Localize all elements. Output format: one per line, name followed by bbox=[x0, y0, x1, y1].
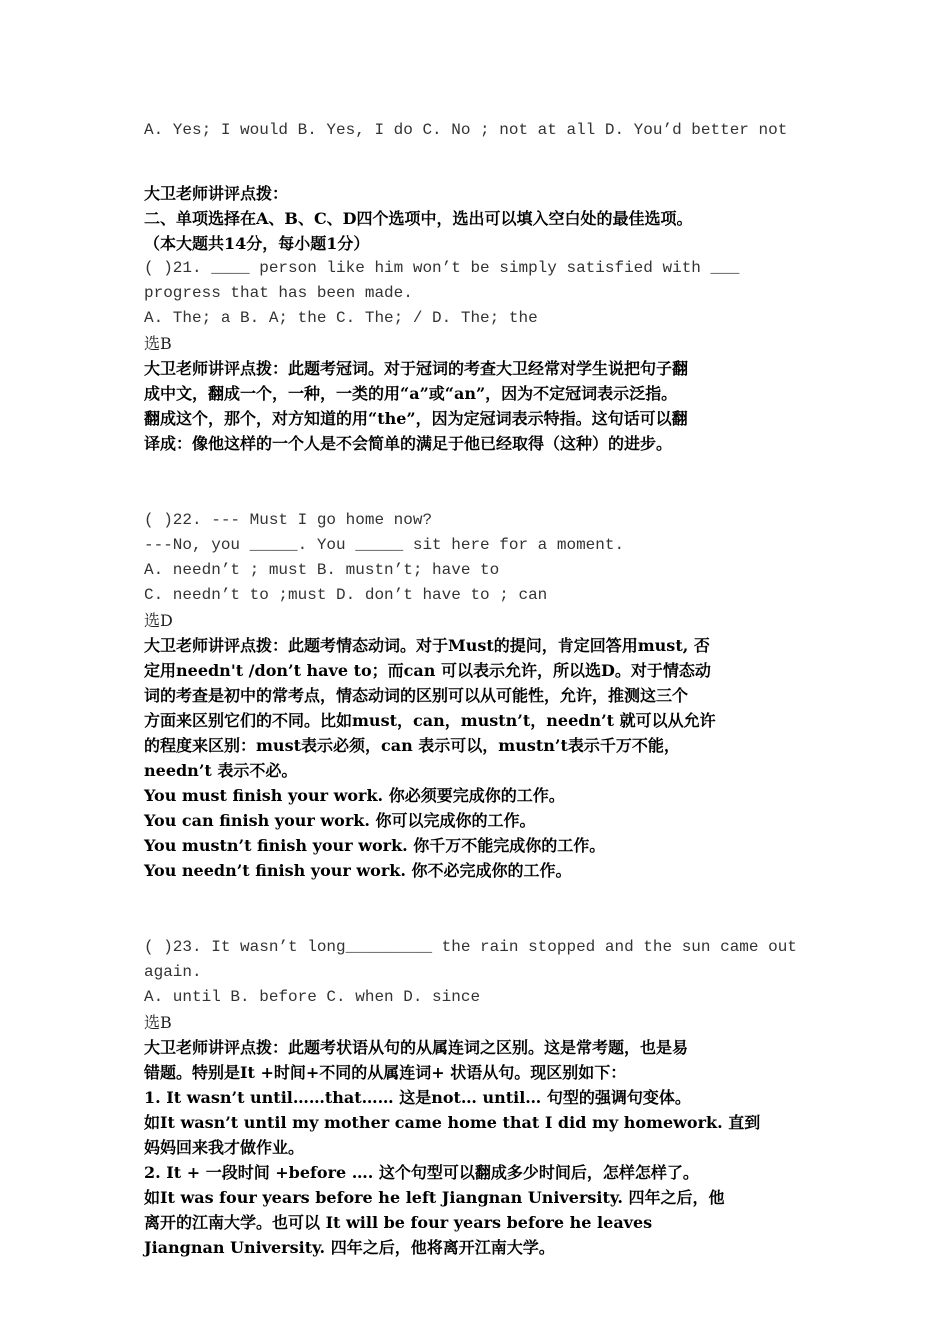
text-line: ( )21. ____ person like him won’t be simply satisfied with ___ bbox=[144, 259, 740, 277]
text-line: 如It wasn’t until my mother came home that I did my homework. 直到 bbox=[144, 1113, 761, 1132]
text-line: needn’t 表示不必。 bbox=[144, 761, 298, 780]
text-line: 大卫老师讲评点拨：此题考冠词。对于冠词的考查大卫经常对学生说把句子翻 bbox=[144, 359, 689, 378]
text-line: 的程度来区别：must表示必须，can 表示可以，mustn’t表示千万不能， bbox=[144, 736, 680, 755]
text-line: progress that has been made. bbox=[144, 284, 413, 302]
text-line: 词的考查是初中的常考点，情态动词的区别可以从可能性，允许，推测这三个 bbox=[144, 686, 689, 705]
text-line: 译成：像他这样的一个人是不会简单的满足于他已经取得（这种）的进步。 bbox=[144, 434, 673, 453]
text-line: 大卫老师讲评点拨：此题考情态动词。对于Must的提问，肯定回答用must, 否 bbox=[144, 636, 710, 655]
text-line: 如It was four years before he left Jiangnan University. 四年之后，他 bbox=[144, 1188, 725, 1207]
text-line: You needn’t finish your work. 你不必完成你的工作。 bbox=[144, 861, 572, 880]
text-line: 离开的江南大学。也可以 It will be four years before he leaves bbox=[144, 1213, 653, 1232]
text-line: A. until B. before C. when D. since bbox=[144, 988, 481, 1006]
text-line: A. needn’t ; must B. mustn’t; have to bbox=[144, 561, 500, 579]
spacer bbox=[144, 456, 814, 508]
spacer bbox=[144, 883, 814, 935]
text-line: 选B bbox=[144, 334, 172, 353]
text-line: 妈妈回来我才做作业。 bbox=[144, 1138, 305, 1157]
text-line: 大卫老师讲评点拨： bbox=[144, 184, 289, 203]
text-line: ( )22. --- Must I go home now? bbox=[144, 511, 433, 529]
text-line: 二、单项选择在A、B、C、D四个选项中，选出可以填入空白处的最佳选项。 bbox=[144, 209, 693, 228]
text-line: 2. It + 一段时间 +before …. 这个句型可以翻成多少时间后，怎样怎样了。 bbox=[144, 1163, 699, 1182]
document-page bbox=[144, 118, 814, 1260]
text-line: You must finish your work. 你必须要完成你的工作。 bbox=[144, 786, 565, 805]
text-line: Jiangnan University. 四年之后，他将离开江南大学。 bbox=[144, 1238, 555, 1257]
text-line: 方面来区别它们的不同。比如must，can，mustn’t，needn’t 就可以从允许 bbox=[144, 711, 716, 730]
text-line: 选B bbox=[144, 1013, 172, 1032]
text-line: 选D bbox=[144, 611, 173, 630]
text-line: A. The; a B. A; the C. The; / D. The; the bbox=[144, 309, 538, 327]
text-line: ( )23. It wasn’t long_________ the rain stopped and the sun came out bbox=[144, 938, 797, 956]
text-line: 定用needn't /don’t have to；而can 可以表示允许，所以选D。对于情态动 bbox=[144, 661, 711, 680]
spacer bbox=[144, 143, 814, 181]
text-line: 大卫老师讲评点拨：此题考状语从句的从属连词之区别。这是常考题，也是易 bbox=[144, 1038, 689, 1057]
text-line: C. needn’t to ;must D. don’t have to ; can bbox=[144, 586, 548, 604]
text-line: 成中文，翻成一个，一种，一类的用“a”或“an”，因为不定冠词表示泛指。 bbox=[144, 384, 678, 403]
text-line: again. bbox=[144, 963, 202, 981]
text-line: A. Yes; I would B. Yes, I do C. No ; not at all D. You’d better not bbox=[144, 121, 788, 139]
text-line: You can finish your work. 你可以完成你的工作。 bbox=[144, 811, 536, 830]
text-line: 1. It wasn’t until……that…… 这是not… until… 句型的强调句变体。 bbox=[144, 1088, 691, 1107]
text-line: 错题。特别是It +时间+不同的从属连词+ 状语从句。现区别如下： bbox=[144, 1063, 627, 1082]
text-line: ---No, you _____. You _____ sit here for a moment. bbox=[144, 536, 625, 554]
text-line: 翻成这个，那个，对方知道的用“the”，因为定冠词表示特指。这句话可以翻 bbox=[144, 409, 688, 428]
text-line: You mustn’t finish your work. 你千万不能完成你的工作。 bbox=[144, 836, 606, 855]
text-line: （本大题共14分，每小题1分） bbox=[144, 234, 370, 253]
